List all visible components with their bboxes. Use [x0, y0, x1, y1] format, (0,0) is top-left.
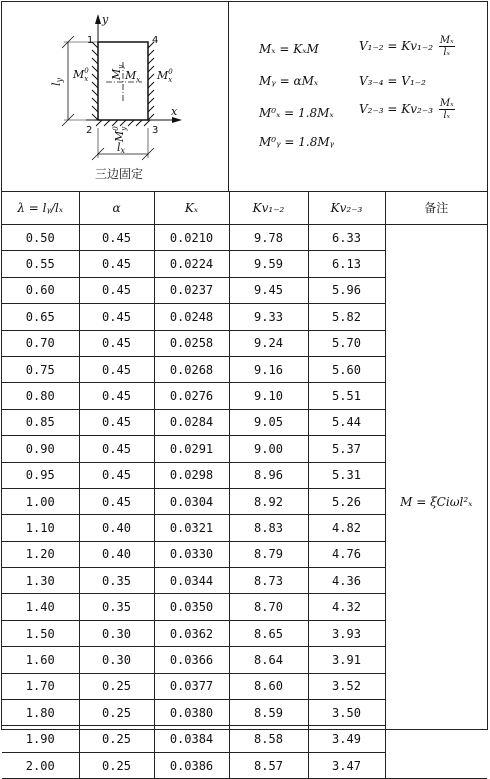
table-cell: 5.96 [308, 277, 385, 303]
table-cell: 0.0350 [154, 594, 229, 620]
corner-4-label: 4 [152, 35, 159, 46]
table-cell: 5.44 [308, 409, 385, 435]
table-cell: 4.36 [308, 568, 385, 594]
table-cell: 0.25 [79, 673, 154, 699]
table-cell: 0.0258 [154, 330, 229, 356]
table-cell: 1.90 [2, 726, 79, 752]
table-cell: 0.0304 [154, 488, 229, 514]
formula-v12-fraction: $\frac{\text{Mₓ}}{\text{lₓ}}$ [439, 35, 454, 58]
table-cell: 0.80 [2, 383, 79, 409]
table-cell: 9.33 [229, 304, 308, 330]
formula-my: Mᵧ = αMₓ [259, 74, 319, 88]
table-cell: 3.91 [308, 647, 385, 673]
table-cell: 9.59 [229, 251, 308, 277]
mx0-right-label: $M_x0$ [157, 68, 173, 84]
table-cell: 9.05 [229, 409, 308, 435]
table-cell: 3.49 [308, 726, 385, 752]
table-cell: 8.60 [229, 673, 308, 699]
table-cell: 5.31 [308, 462, 385, 488]
table-cell: 9.00 [229, 436, 308, 462]
table-cell: 0.35 [79, 568, 154, 594]
table-cell: 8.73 [229, 568, 308, 594]
my0-label: $M_y0$ [112, 126, 128, 142]
header-kv12: Kv₁₋₂ [229, 191, 308, 225]
table-cell: 4.32 [308, 594, 385, 620]
lx-label: lx [117, 141, 126, 155]
table-cell: 0.70 [2, 330, 79, 356]
table-cell: 0.45 [79, 330, 154, 356]
table-cell: 0.45 [79, 304, 154, 330]
table-cell: 0.0291 [154, 436, 229, 462]
header-section [2, 2, 487, 192]
table-row [2, 225, 487, 251]
table-cell: 0.0330 [154, 541, 229, 567]
table-cell: 0.45 [79, 409, 154, 435]
ly-label: ly [50, 77, 64, 86]
table-cell: 1.60 [2, 647, 79, 673]
table-cell: 0.45 [79, 383, 154, 409]
table-cell: 3.50 [308, 700, 385, 726]
table-cell: 0.30 [79, 647, 154, 673]
header-kv23: Kv₂₋₃ [308, 191, 385, 225]
table-cell: 0.45 [79, 225, 154, 251]
table-cell: 8.79 [229, 541, 308, 567]
corner-3-label: 3 [152, 125, 159, 136]
table-cell: 3.52 [308, 673, 385, 699]
table-cell: 0.25 [79, 726, 154, 752]
mx-label: $M_x$ [125, 69, 141, 84]
y-axis-arrow [95, 14, 101, 24]
table-cell: 2.00 [2, 752, 79, 778]
table-cell: 3.47 [308, 752, 385, 778]
formula-v34: V₃₋₄ = V₁₋₂ [359, 74, 426, 88]
table-cell: 0.0224 [154, 251, 229, 277]
y-axis-label: y [102, 13, 109, 26]
table-cell: 0.40 [79, 541, 154, 567]
table-header-row [2, 191, 487, 225]
table-cell: 0.75 [2, 356, 79, 382]
table-cell: 5.37 [308, 436, 385, 462]
table-cell: 0.85 [2, 409, 79, 435]
table-cell: 0.90 [2, 436, 79, 462]
table-cell: 0.0377 [154, 673, 229, 699]
table-cell: 0.0237 [154, 277, 229, 303]
table-cell: 8.83 [229, 515, 308, 541]
table-cell: 5.51 [308, 383, 385, 409]
table-cell: 0.0276 [154, 383, 229, 409]
header-lambda: λ = lᵧ/lₓ [2, 191, 79, 225]
table-cell: 0.60 [2, 277, 79, 303]
table-cell: 0.0386 [154, 752, 229, 778]
table-cell: 0.40 [79, 515, 154, 541]
table-cell: 0.25 [79, 700, 154, 726]
formula-v12: V₁₋₂ = Kv₁₋₂ $\frac{\text{Mₓ}}{\text{lₓ}}$ [359, 35, 454, 58]
table-cell: 0.45 [79, 251, 154, 277]
table-cell: 9.16 [229, 356, 308, 382]
table-cell: 0.45 [79, 436, 154, 462]
table-cell: 0.50 [2, 225, 79, 251]
table-cell: 5.60 [308, 356, 385, 382]
table-cell: 4.82 [308, 515, 385, 541]
table-cell: 0.65 [2, 304, 79, 330]
table-cell: 0.0268 [154, 356, 229, 382]
table-cell: 0.55 [2, 251, 79, 277]
table-cell: 0.0210 [154, 225, 229, 251]
table-cell: 0.45 [79, 277, 154, 303]
table-cell: 8.92 [229, 488, 308, 514]
my-label: $M_y$ [110, 64, 125, 80]
table-cell: 1.10 [2, 515, 79, 541]
table-cell: 0.0284 [154, 409, 229, 435]
table-cell: 8.96 [229, 462, 308, 488]
table-cell: 0.45 [79, 488, 154, 514]
table-cell: 0.45 [79, 462, 154, 488]
table-cell: 1.40 [2, 594, 79, 620]
plate-diagram [2, 2, 229, 191]
table-cell: 0.35 [79, 594, 154, 620]
table-cell: 8.59 [229, 700, 308, 726]
table-cell: 0.25 [79, 752, 154, 778]
table-body [2, 225, 487, 779]
table-cell: 8.64 [229, 647, 308, 673]
x-axis-label: x [171, 105, 178, 118]
table-cell: 0.0366 [154, 647, 229, 673]
formula-my0: M⁰ᵧ = 1.8Mᵧ [259, 135, 335, 149]
table-cell: 1.50 [2, 620, 79, 646]
header-alpha: α [79, 191, 154, 225]
table-cell: 3.93 [308, 620, 385, 646]
formula-block [229, 2, 487, 191]
table-cell: 9.24 [229, 330, 308, 356]
table-cell: 0.0362 [154, 620, 229, 646]
table-cell: 0.45 [79, 356, 154, 382]
remark-cell: M = ξCiωl²ₓ [385, 225, 487, 779]
table-cell: 0.0321 [154, 515, 229, 541]
table-cell: 0.0248 [154, 304, 229, 330]
table-cell: 0.0380 [154, 700, 229, 726]
table-cell: 1.70 [2, 673, 79, 699]
corner-1-label: 1 [87, 35, 94, 46]
mx0-left-label: $M_x0$ [73, 67, 89, 83]
table-cell: 8.58 [229, 726, 308, 752]
formula-v23-fraction: $\frac{\text{Mₓ}}{\text{lₓ}}$ [439, 98, 454, 121]
corner-2-label: 2 [86, 125, 93, 136]
table-cell: 6.13 [308, 251, 385, 277]
coefficient-sheet [1, 1, 488, 773]
header-remark: 备注 [385, 191, 487, 225]
formula-v23: V₂₋₃ = Kv₂₋₃ $\frac{\text{Mₓ}}{\text{lₓ}}$ [359, 98, 454, 121]
table-cell: 6.33 [308, 225, 385, 251]
table-cell: 9.45 [229, 277, 308, 303]
formula-mx: Mₓ = KₓM [259, 42, 319, 56]
table-cell: 8.57 [229, 752, 308, 778]
table-cell: 5.82 [308, 304, 385, 330]
table-cell: 4.76 [308, 541, 385, 567]
table-cell: 0.0344 [154, 568, 229, 594]
diagram-caption: 三边固定 [95, 167, 144, 181]
plate-diagram-svg [2, 2, 228, 191]
table-cell: 8.70 [229, 594, 308, 620]
coefficient-table [2, 191, 487, 779]
table-cell: 8.65 [229, 620, 308, 646]
table-cell: 0.30 [79, 620, 154, 646]
table-cell: 5.70 [308, 330, 385, 356]
formula-mx0: M⁰ₓ = 1.8Mₓ [259, 106, 334, 120]
table-cell: 1.00 [2, 488, 79, 514]
header-kx: Kₓ [154, 191, 229, 225]
table-cell: 9.78 [229, 225, 308, 251]
table-cell: 1.20 [2, 541, 79, 567]
table-cell: 1.80 [2, 700, 79, 726]
table-cell: 0.0384 [154, 726, 229, 752]
table-cell: 5.26 [308, 488, 385, 514]
table-cell: 1.30 [2, 568, 79, 594]
table-cell: 0.95 [2, 462, 79, 488]
table-cell: 9.10 [229, 383, 308, 409]
table-cell: 0.0298 [154, 462, 229, 488]
